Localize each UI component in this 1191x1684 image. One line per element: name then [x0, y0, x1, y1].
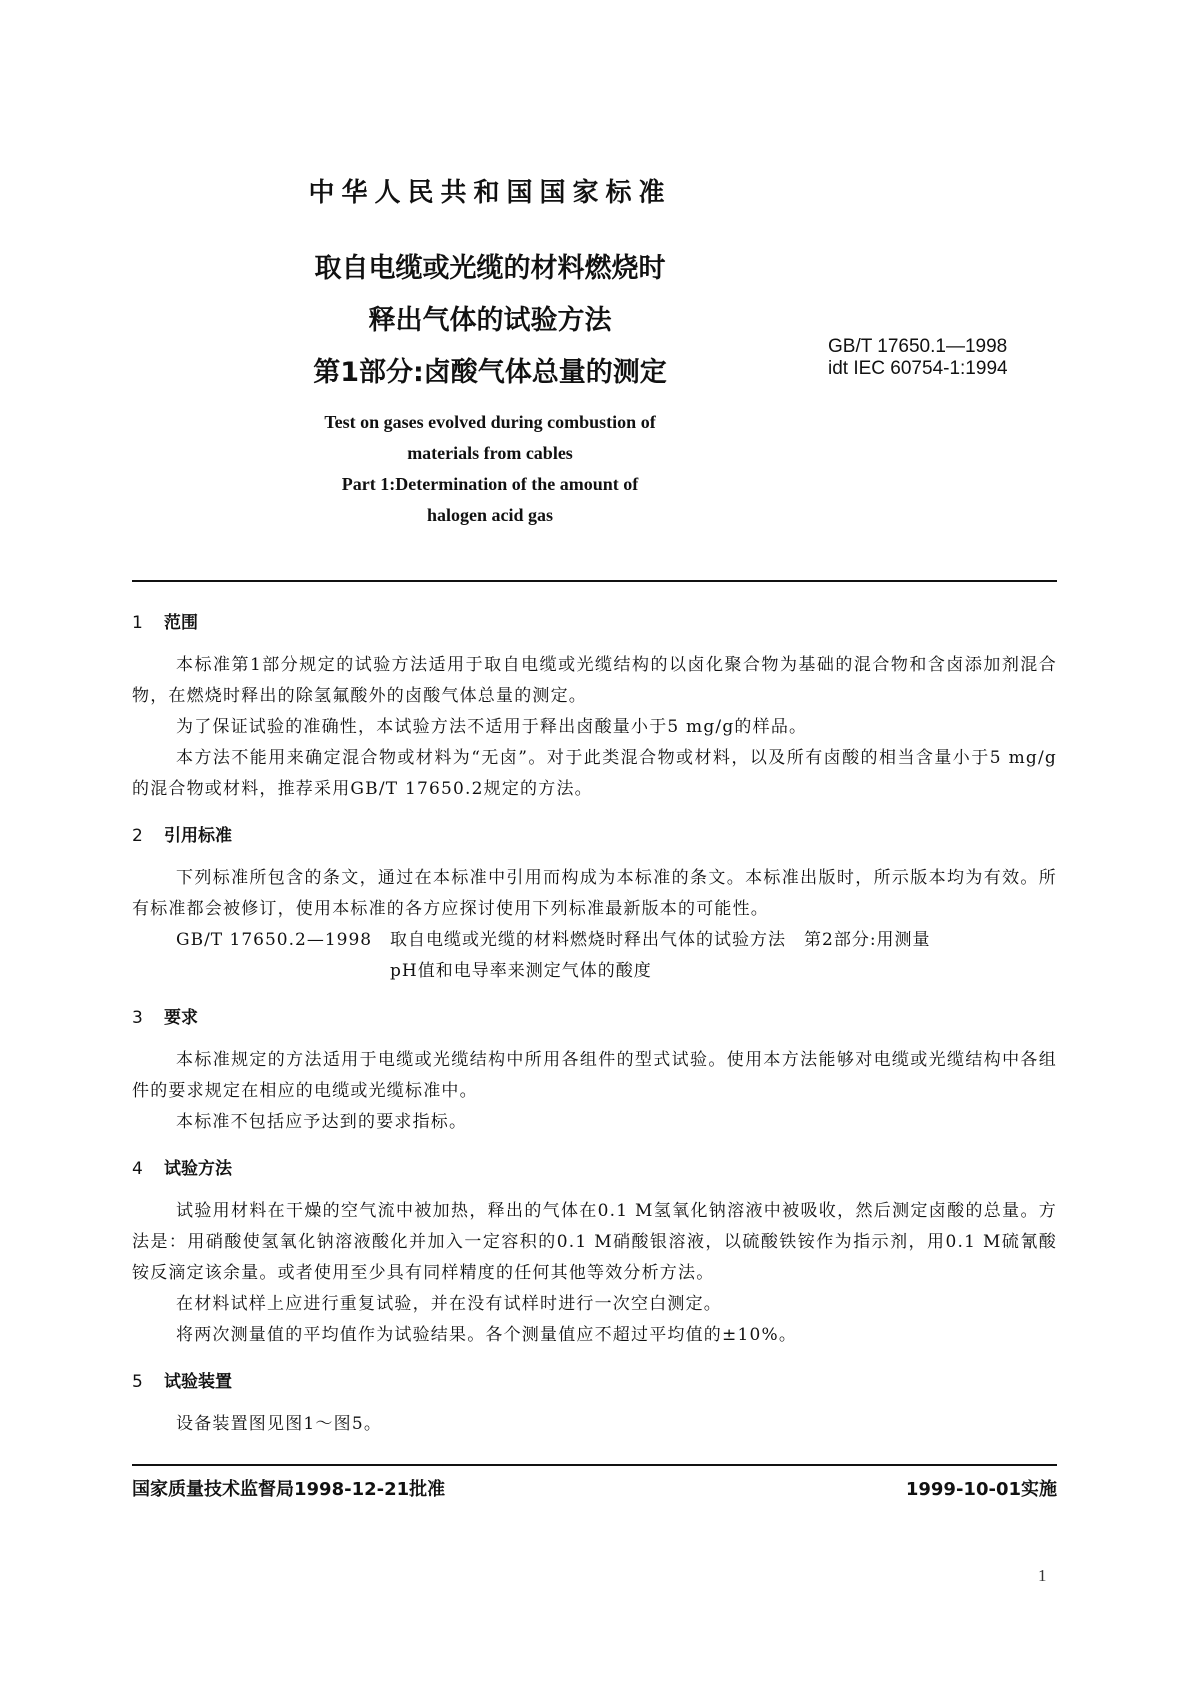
reference-title-continued: pH值和电导率来测定气体的酸度 [390, 961, 652, 981]
section-number: 2 [132, 826, 143, 846]
reference-code: GB/T 17650.2—1998 [176, 930, 373, 950]
section-title: 引用标准 [164, 826, 232, 846]
header-divider [132, 580, 1057, 582]
chinese-title [180, 243, 800, 399]
english-title-line: Part 1:Determination of the amount of [341, 474, 639, 494]
standard-code [828, 336, 1008, 380]
chinese-title-line: 第1部分:卤酸气体总量的测定 [313, 357, 667, 388]
standard-equivalence: idt IEC 60754-1:1994 [828, 358, 1008, 379]
section-heading-apparatus [132, 1367, 1057, 1397]
section-heading-requirements [132, 1003, 1057, 1033]
section-title: 试验方法 [164, 1159, 232, 1179]
english-title-line: materials from cables [407, 443, 573, 463]
english-title-line: halogen acid gas [426, 505, 554, 525]
paragraph: 在材料试样上应进行重复试验，并在没有试样时进行一次空白测定。 [176, 1294, 722, 1314]
section-title: 要求 [164, 1008, 198, 1028]
paragraph: 将两次测量值的平均值作为试验结果。各个测量值应不超过平均值的±10%。 [176, 1325, 798, 1345]
paragraph: 本标准第1部分规定的试验方法适用于取自电缆或光缆结构的以卤化聚合物为基础的混合物和含卤添加剂混合物，在燃烧时释出的除氢氟酸外的卤酸气体总量的测定。 [132, 655, 1057, 706]
implementation-date: 1999-10-01实施 [905, 1479, 1057, 1500]
section-number: 3 [132, 1008, 143, 1028]
paragraph: 下列标准所包含的条文，通过在本标准中引用而构成为本标准的条文。本标准出版时，所示版本均为有效。所有标准都会被修订，使用本标准的各方应探讨使用下列标准最新版本的可能性。 [132, 868, 1057, 919]
paragraph: 设备装置图见图1～图5。 [176, 1414, 383, 1434]
section-heading-test-method [132, 1154, 1057, 1184]
section-heading-references [132, 821, 1057, 851]
reference-entry [132, 925, 1057, 956]
paragraph: 本方法不能用来确定混合物或材料为“无卤”。对于此类混合物或材料，以及所有卤酸的相当含量小于5 mg/g的混合物或材料，推荐采用GB/T 17650.2规定的方法。 [132, 748, 1057, 799]
paragraph: 本标准不包括应予达到的要求指标。 [176, 1112, 468, 1132]
document-body [132, 608, 1057, 1440]
section-number: 5 [132, 1372, 143, 1392]
paragraph: 试验用材料在干燥的空气流中被加热，释出的气体在0.1 M氢氧化钠溶液中被吸收，然后测定卤酸的总量。方法是：用硝酸使氢氧化钠溶液酸化并加入一定容积的0.1 M硝酸银溶液，以硫酸铁铵作为指示剂，用0.1 M硫氰酸铵反滴定该余量。或者使用至少具有同样精度的任何其他等效分析方法。 [132, 1201, 1057, 1283]
approval-date: 国家质量技术监督局1998-12-21批准 [132, 1479, 446, 1500]
english-title-line: Test on gases evolved during combustion of [324, 412, 656, 432]
page-number: 1 [1038, 1566, 1047, 1585]
chinese-title-line: 释出气体的试验方法 [368, 305, 612, 336]
chinese-title-line: 取自电缆或光缆的材料燃烧时 [314, 253, 666, 284]
section-number: 4 [132, 1159, 143, 1179]
english-title [180, 407, 800, 531]
section-heading-scope [132, 608, 1057, 638]
standard-number: GB/T 17650.1—1998 [828, 336, 1008, 357]
section-title: 范围 [164, 613, 198, 633]
paragraph: 为了保证试验的准确性，本试验方法不适用于释出卤酸量小于5 mg/g的样品。 [176, 717, 808, 737]
footer-divider [132, 1464, 1057, 1466]
reference-title: 取自电缆或光缆的材料燃烧时释出气体的试验方法 第2部分:用测量 [390, 930, 931, 950]
paragraph: 本标准规定的方法适用于电缆或光缆结构中所用各组件的型式试验。使用本方法能够对电缆或光缆结构中各组件的要求规定在相应的电缆或光缆标准中。 [132, 1050, 1057, 1101]
section-number: 1 [132, 613, 143, 633]
national-standard-heading: 中华人民共和国国家标准 [308, 178, 672, 208]
section-title: 试验装置 [164, 1372, 232, 1392]
